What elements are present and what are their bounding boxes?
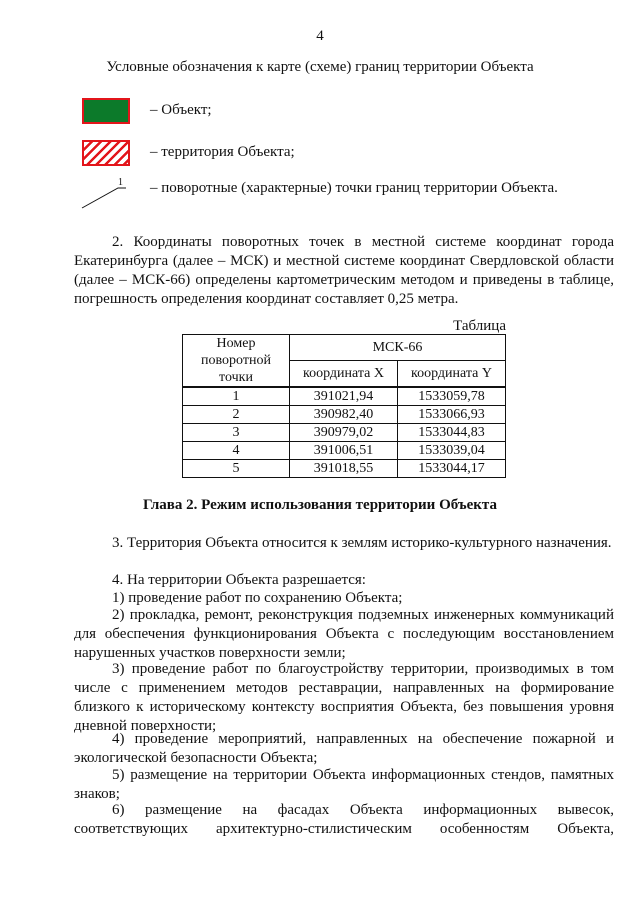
chapter-2-title: Глава 2. Режим использования территории Объекта [143,497,497,513]
list-item-1: 1) проведение работ по сохранению Объекта; [112,590,403,606]
table-cell: 1 [183,387,290,406]
table-cell: 3 [183,424,290,442]
table-cell: 390979,02 [290,424,398,442]
section-2-paragraph: 2. Координаты поворотных точек в местной системе координат города Екатеринбурга (далее – МСК) и местной системе координат Свердловской области (далее – МСК-66) определены картометрическим методом и приведены в таблице, погрешность определения координат составляет 0,25 метра. [74,234,614,307]
paragraph-4: 4. На территории Объекта разрешается: [112,572,366,588]
header-point-number: Номер поворотной точки [183,335,290,388]
turning-point-icon [80,176,140,210]
coordinates-table [182,334,506,478]
list-item-2: 2) прокладка, ремонт, реконструкция подземных инженерных коммуникаций для обеспечения функционирования Объекта с последующим восстановлением нарушенных участков поверхности земли; [74,607,614,661]
table-caption: Таблица [453,318,506,334]
table-cell: 1533059,78 [398,387,506,406]
table-cell: 391018,55 [290,460,398,478]
table-cell: 1533044,17 [398,460,506,478]
table-cell: 1533044,83 [398,424,506,442]
table-cell: 1533039,04 [398,442,506,460]
list-item-3: 3) проведение работ по благоустройству территории, производимых в том числе с применением методов реставрации, направленных на формирование близкого к историческому контексту восприятия Объекта, без повышения уровня дневной поверхности; [74,661,614,734]
table-cell: 391006,51 [290,442,398,460]
table-cell: 2 [183,406,290,424]
legend-object-text: – Объект; [150,102,212,118]
page-number: 4 [316,28,324,44]
header-msk66: МСК-66 [290,335,506,361]
paragraph-3: 3. Территория Объекта относится к землям историко-культурного назначения. [112,535,612,551]
table-cell: 390982,40 [290,406,398,424]
legend-title: Условные обозначения к карте (схеме) границ территории Объекта [106,59,534,75]
legend-points-text: – поворотные (характерные) точки границ территории Объекта. [150,180,558,196]
territory-hatch-icon [82,140,130,166]
turning-point-marker: 1 [118,177,123,188]
table-cell: 4 [183,442,290,460]
header-coord-x: координата X [290,360,398,387]
table-cell: 5 [183,460,290,478]
table-cell: 391021,94 [290,387,398,406]
list-item-5: 5) размещение на территории Объекта информационных стендов, памятных знаков; [74,767,614,802]
list-item-4: 4) проведение мероприятий, направленных на обеспечение пожарной и экологической безопасности Объекта; [74,731,614,766]
list-item-6: 6) размещение на фасадах Объекта информационных вывесок, соответствующих архитектурно-стилистическим особенностям Объекта, [74,802,614,837]
header-coord-y: координата Y [398,360,506,387]
table-cell: 1533066,93 [398,406,506,424]
legend-territory-text: – территория Объекта; [150,144,295,160]
object-fill-icon [82,98,130,124]
